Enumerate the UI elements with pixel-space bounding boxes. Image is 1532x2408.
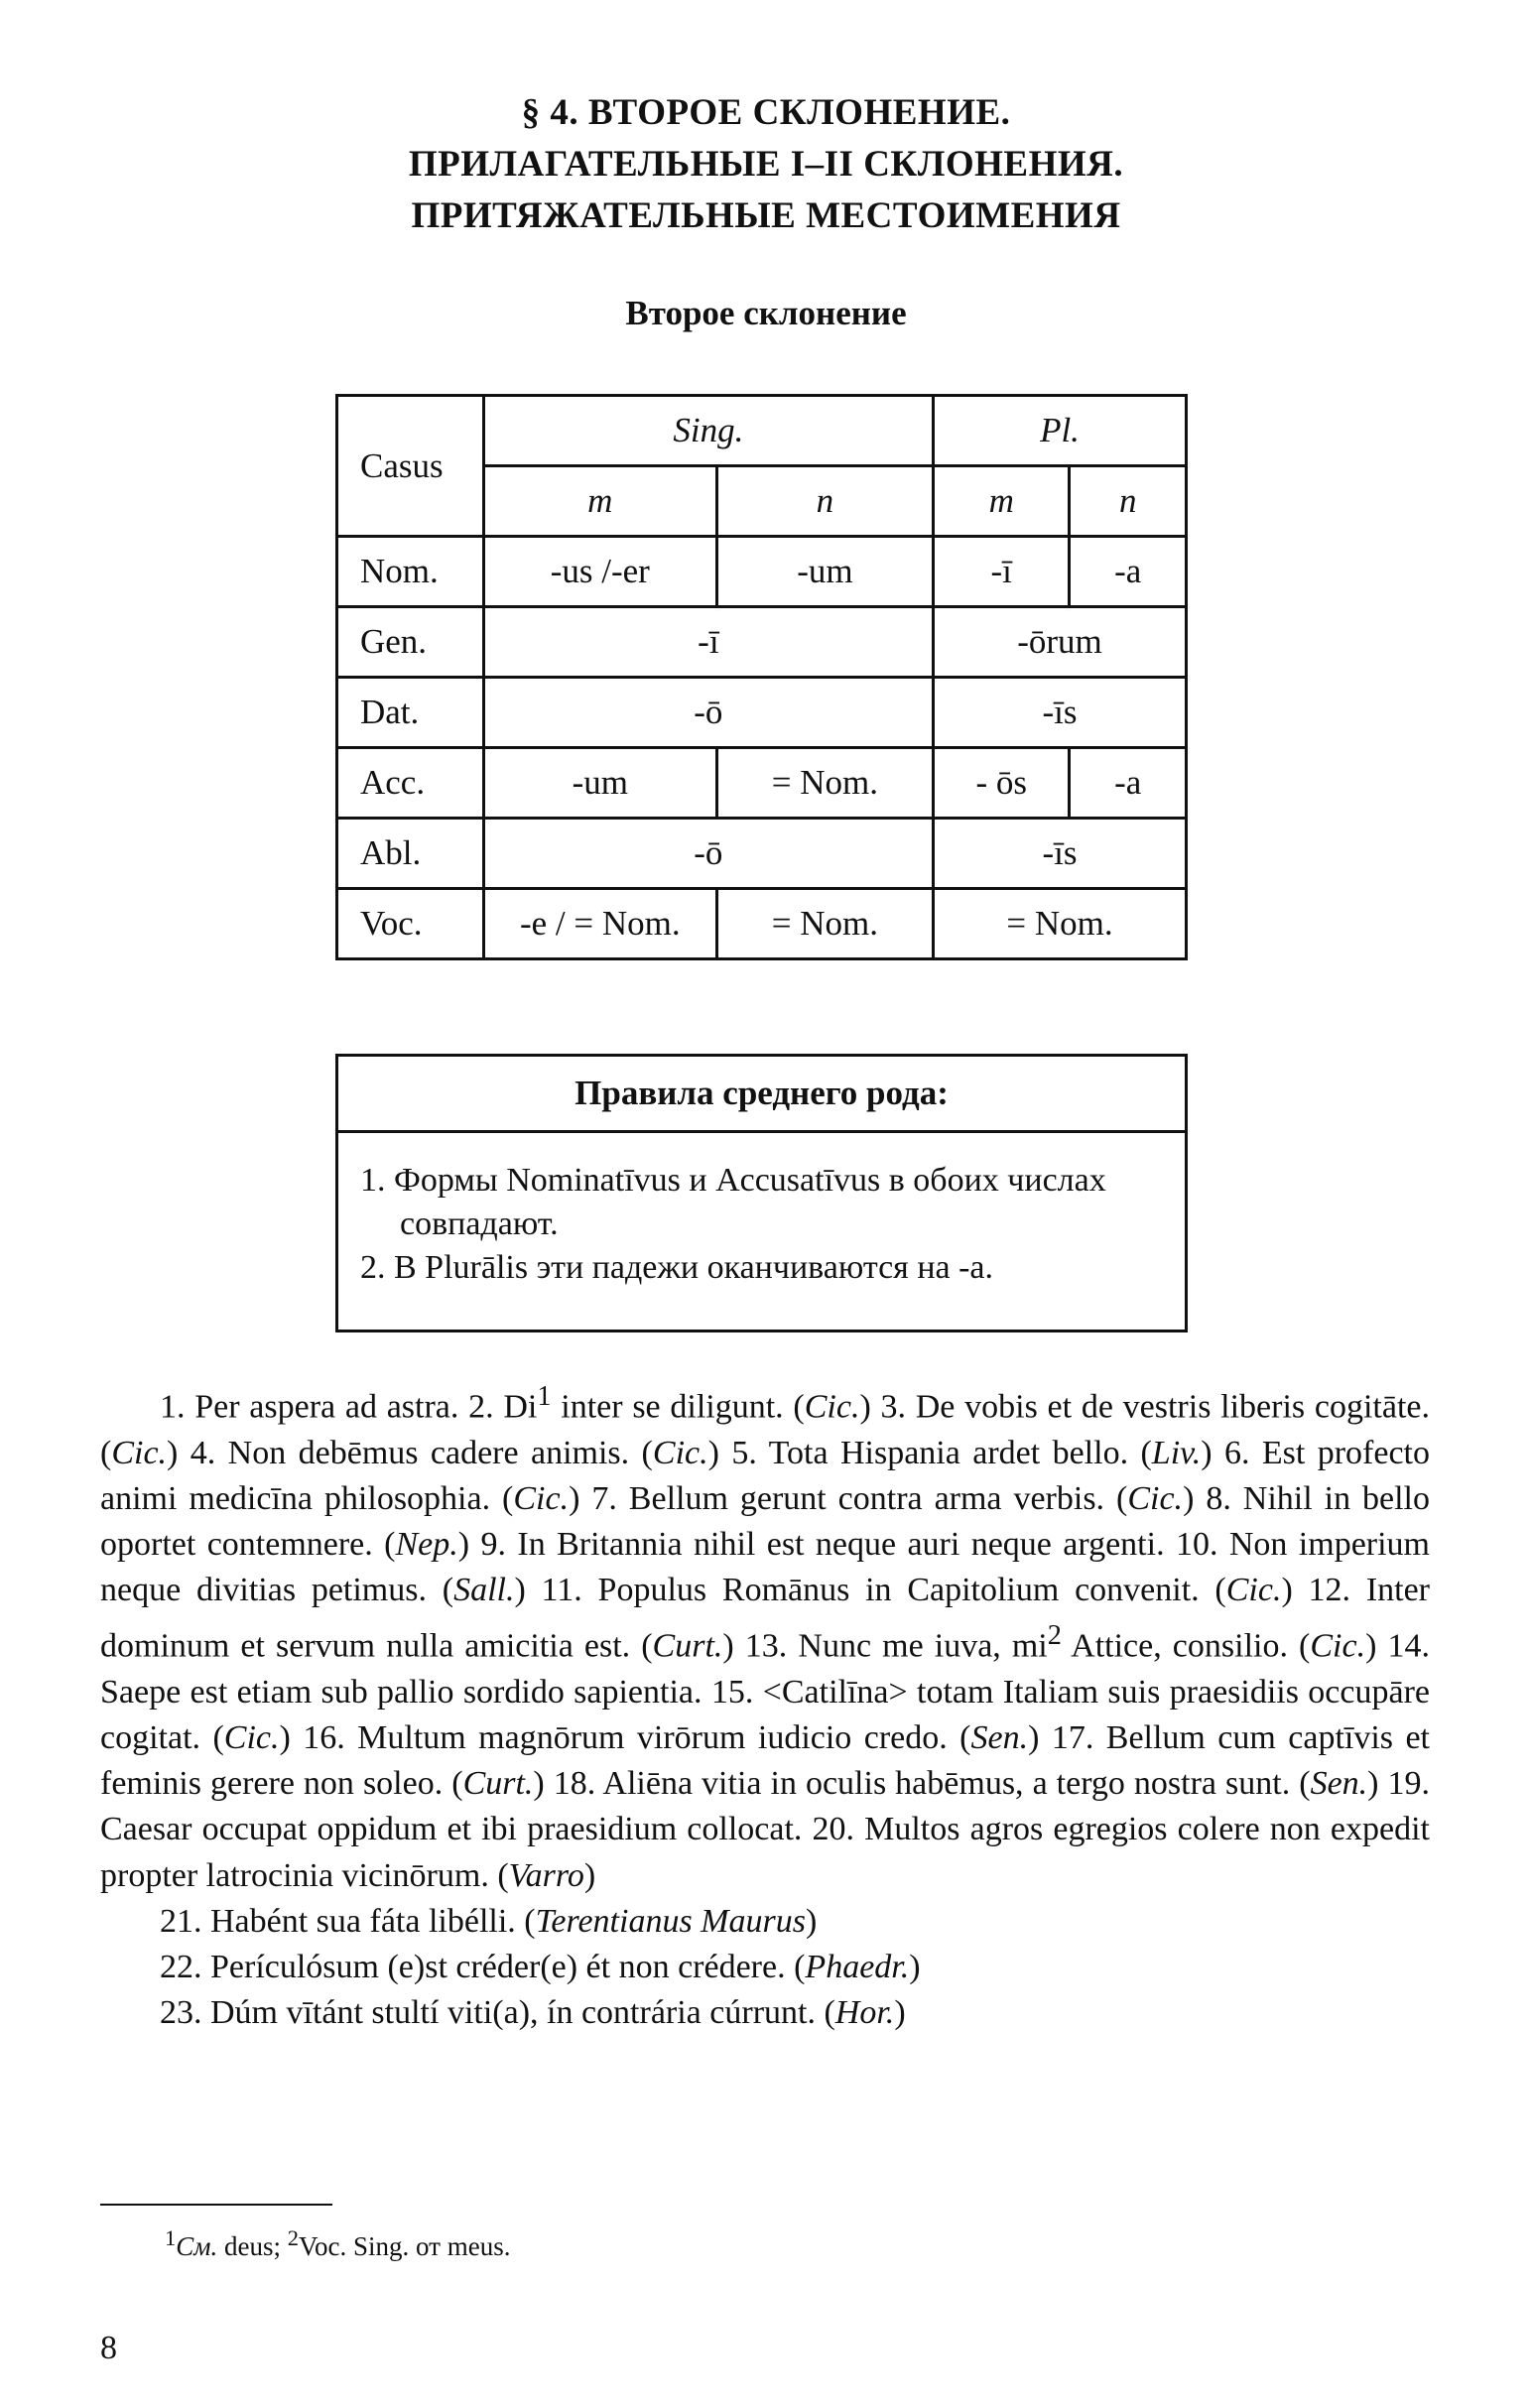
table-cell: -ō	[483, 819, 933, 889]
heading-line-2: ПРИЛАГАТЕЛЬНЫЕ I–II СКЛОНЕНИЯ.	[408, 144, 1124, 185]
footnote-mark: 2	[1047, 1620, 1062, 1652]
table-row-dat	[337, 678, 1187, 748]
text-run: )	[909, 1949, 921, 1986]
text-run: inter se diligunt. (	[551, 1388, 805, 1426]
table-subtitle: Второе склонение	[625, 294, 907, 332]
text-run: )	[894, 1994, 906, 2032]
text-run: ) 18. Aliēna vitia in oculis habēmus, a tergo nostra sunt. (	[533, 1765, 1311, 1803]
table-row-voc	[337, 889, 1187, 959]
table-row-gen	[337, 607, 1187, 678]
source-citation: Cic.	[111, 1434, 168, 1471]
rule-item-2: 2. В Plurālis эти падежи оканчиваются на -a.	[360, 1249, 994, 1286]
table-row-acc	[337, 748, 1187, 819]
source-citation: Terentianus Maurus	[535, 1902, 806, 1940]
text-run: ) 4. Non debēmus cadere animis. (	[167, 1434, 653, 1471]
source-citation: Curt.	[462, 1765, 534, 1803]
table-row-nom	[337, 537, 1187, 607]
source-citation: Phaedr.	[805, 1949, 910, 1986]
text-run: ) 11. Populus Romānus in Capitolium convenit. (	[514, 1572, 1226, 1609]
sing-m-header: m	[483, 466, 716, 537]
source-citation: Cic.	[1225, 1572, 1282, 1609]
text-run: ) 14. Saepe est etiam sub pallio sordido sapientia. 15. <Catilīna> totam Italiam suis praesidiis occupāre cogitat. (	[100, 1627, 1430, 1757]
pl-n-header: n	[1070, 466, 1187, 537]
source-citation: Sen.	[1310, 1765, 1368, 1803]
source-citation: Sen.	[970, 1719, 1029, 1757]
page-number: 8	[100, 2330, 117, 2366]
text-run: ) 7. Bellum gerunt contra arma verbis. (	[569, 1479, 1128, 1517]
source-citation: Liv.	[1151, 1434, 1202, 1471]
footnote-ref: См.	[176, 2231, 218, 2261]
source-citation: Cic.	[1310, 1627, 1366, 1665]
case-label: Abl.	[337, 819, 484, 889]
case-label: Nom.	[337, 537, 484, 607]
text-run: ) 5. Tota Hispania ardet bello. (	[707, 1434, 1152, 1471]
source-citation: Cic.	[652, 1434, 708, 1471]
section-heading	[0, 87, 1532, 242]
table-cell: -us /-er	[483, 537, 716, 607]
pl-m-header: m	[933, 466, 1069, 537]
text-run: 22. Perículósum (e)st créder(e) ét non crédere. (	[160, 1949, 806, 1986]
footnote-mark: 1	[537, 1381, 552, 1412]
footnote	[165, 2225, 510, 2262]
neuter-rules-box	[335, 1054, 1188, 1332]
source-citation: Cic.	[1127, 1479, 1184, 1517]
sing-header: Sing.	[483, 396, 933, 466]
case-label: Dat.	[337, 678, 484, 748]
source-citation: Nep.	[395, 1525, 458, 1563]
exercise-line-23	[100, 1990, 1430, 2036]
table-cell: = Nom.	[716, 889, 933, 959]
text-run: ) 19. Caesar occupat oppidum et ibi praesidium collocat. 20. Multos agros egregios colere non expedit propter latrocinia vicinōrum. (	[100, 1765, 1430, 1894]
table-cell: -ī	[483, 607, 933, 678]
text-run: )	[583, 1856, 596, 1894]
text-run: Attice, consilio. (	[1061, 1627, 1311, 1665]
heading-line-1: § 4. ВТОРОЕ СКЛОНЕНИЕ.	[521, 92, 1011, 133]
text-run: 21. Habént sua fáta libélli. (	[160, 1902, 536, 1940]
exercise-line-21	[100, 1899, 1430, 1945]
rules-list	[338, 1133, 1185, 1290]
text-run: 23. Dúm vītánt stultí viti(a), ín contrária cúrrunt. (	[160, 1994, 835, 2032]
exercise-text	[100, 1374, 1430, 2037]
source-citation: Curt.	[652, 1627, 723, 1665]
rule-item-1: 1. Формы Nominatīvus и Accusatīvus в обоих числах совпадают.	[360, 1162, 1106, 1242]
footnote-divider	[100, 2204, 332, 2206]
source-citation: Sall.	[453, 1572, 515, 1609]
text-run: ) 16. Multum magnōrum virōrum iudicio credo. (	[279, 1719, 971, 1757]
table-header-row	[337, 396, 1187, 466]
table-cell: = Nom.	[716, 748, 933, 819]
table-cell: -ī	[933, 537, 1069, 607]
table-row-abl	[337, 819, 1187, 889]
source-citation: Cic.	[223, 1719, 280, 1757]
source-citation: Cic.	[513, 1479, 570, 1517]
footnote-mark-1: 1	[165, 2225, 177, 2250]
case-label: Voc.	[337, 889, 484, 959]
source-citation: Varro	[508, 1856, 584, 1894]
heading-line-3: ПРИТЯЖАТЕЛЬНЫЕ МЕСТОИМЕНИЯ	[411, 195, 1121, 236]
declension-table	[335, 394, 1188, 960]
footnote-mark-2: 2	[287, 2225, 299, 2250]
source-citation: Cic.	[804, 1388, 860, 1426]
footnote-text-2: Voc. Sing. от meus.	[299, 2231, 511, 2261]
table-cell: -um	[716, 537, 933, 607]
table-cell: - ōs	[933, 748, 1069, 819]
pl-header: Pl.	[933, 396, 1186, 466]
text-run: ) 12. Inter dominum et servum nulla amicitia est. (	[100, 1572, 1430, 1665]
table-cell: -ōrum	[933, 607, 1186, 678]
exercise-paragraph	[100, 1374, 1430, 1899]
text-run: ) 17. Bellum cum captīvis et feminis gerere non soleo. (	[100, 1719, 1430, 1803]
table-cell: -ō	[483, 678, 933, 748]
text-run: 1. Per aspera ad astra. 2. Di	[160, 1388, 538, 1426]
sing-n-header: n	[716, 466, 933, 537]
rules-title: Правила среднего рода:	[338, 1057, 1185, 1133]
table-cell: -a	[1070, 537, 1187, 607]
case-label: Acc.	[337, 748, 484, 819]
exercise-line-22	[100, 1945, 1430, 1990]
table-cell: -a	[1070, 748, 1187, 819]
text-run: ) 8. Nihil in bello oportet contemnere. (	[100, 1479, 1430, 1563]
table-cell: -um	[483, 748, 716, 819]
table-cell: = Nom.	[933, 889, 1186, 959]
text-run: )	[805, 1902, 818, 1940]
footnote-text: deus;	[217, 2231, 288, 2261]
text-run: ) 13. Nunc me iuva, mi	[722, 1627, 1048, 1665]
source-citation: Hor.	[834, 1994, 895, 2032]
table-cell: -īs	[933, 819, 1186, 889]
case-label: Gen.	[337, 607, 484, 678]
casus-header: Casus	[337, 396, 484, 537]
table-cell: -e / = Nom.	[483, 889, 716, 959]
text-run: ) 3. De vobis et de vestris liberis cogitāte. (	[100, 1388, 1430, 1471]
table-cell: -īs	[933, 678, 1186, 748]
text-run: ) 9. In Britannia nihil est neque auri neque argenti. 10. Non imperium neque divitias petimus. (	[100, 1525, 1430, 1609]
text-run: ) 6. Est profecto animi medicīna philosophia. (	[100, 1434, 1430, 1517]
